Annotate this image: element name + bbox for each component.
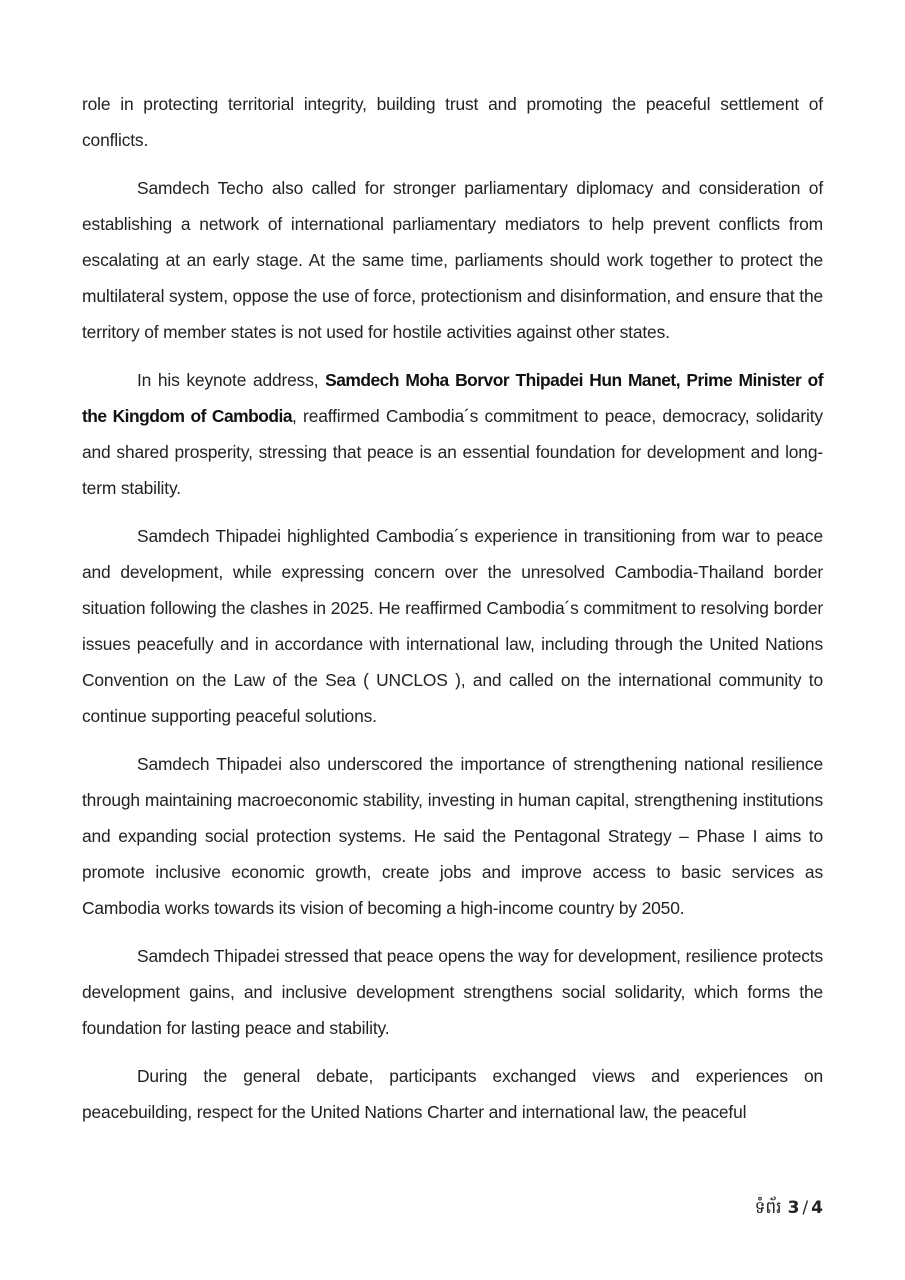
prime-minister-name: Samdech Moha Borvor Thipadei Hun Manet, Prime Minister of the Kingdom of Cambodia [82, 370, 823, 426]
page-label: ទំព័រ [754, 1198, 782, 1218]
total-pages-number: 4 [811, 1198, 823, 1218]
paragraph: Samdech Thipadei highlighted Cambodia´s experience in transitioning from war to peace and development, while expressing concern over the unresolved Cambodia-Thailand border situation following the clashes in 2025. He reaffirmed Cambodia´s commitment to resolving border issues peacefully and in accordance with international law, including through the United Nations Convention on the Law of the Sea ( UNCLOS ), and called on the international community to continue supporting peaceful solutions. [82, 526, 823, 726]
paragraph-text: In his keynote address, [137, 370, 326, 390]
paragraph: During the general debate, participants exchanged views and experiences on peacebuilding, respect for the United Nations Charter and international law, the peaceful [82, 1066, 823, 1122]
current-page-number: 3 [787, 1198, 800, 1218]
document-body [82, 86, 823, 1130]
paragraph: Samdech Techo also called for stronger parliamentary diplomacy and consideration of establishing a network of international parliamentary mediators to help prevent conflicts from escalating at an early stage. At the same time, parliaments should work together to protect the multilateral system, oppose the use of force, protectionism and disinformation, and ensure that the territory of member states is not used for hostile activities against other states. [82, 178, 823, 342]
page-number [755, 1195, 823, 1221]
page-separator: / [802, 1198, 809, 1218]
paragraph: Samdech Thipadei stressed that peace opens the way for development, resilience protects development gains, and inclusive development strengthens social solidarity, which forms the foundation for lasting peace and stability. [82, 946, 823, 1038]
paragraph: role in protecting territorial integrity, building trust and promoting the peaceful settlement of conflicts. [82, 94, 823, 150]
paragraph [82, 362, 823, 506]
paragraph-text: , reaffirmed Cambodia´s commitment to peace, democracy, solidarity and shared prosperity, stressing that peace is an essential foundation for development and long-term stability. [82, 406, 823, 498]
paragraph: Samdech Thipadei also underscored the importance of strengthening national resilience through maintaining macroeconomic stability, investing in human capital, strengthening institutions and expanding social protection systems. He said the Pentagonal Strategy – Phase I aims to promote inclusive economic growth, create jobs and improve access to basic services as Cambodia works towards its vision of becoming a high-income country by 2050. [82, 754, 823, 918]
